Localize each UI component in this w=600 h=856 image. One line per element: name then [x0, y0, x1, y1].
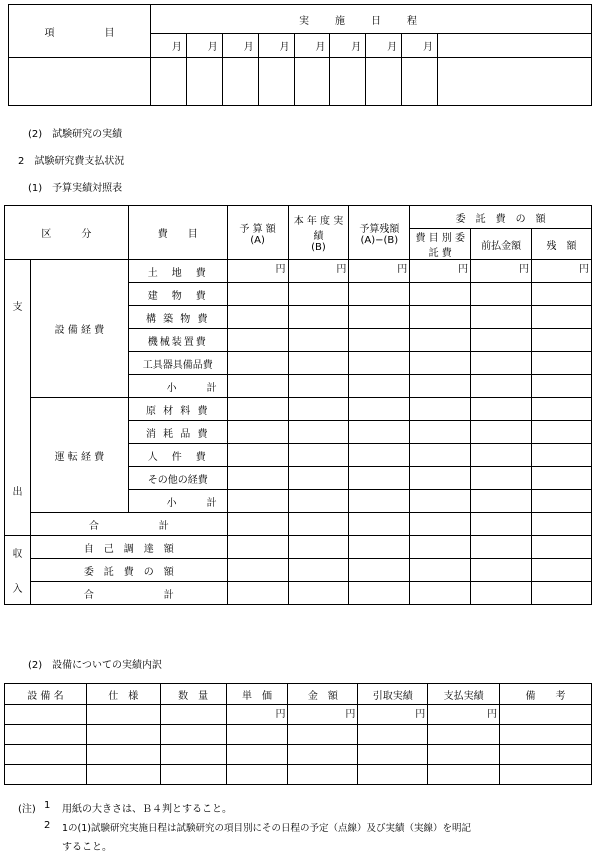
item-setsubi-subtotal: 小 計	[128, 375, 227, 398]
month-cell: 月	[222, 34, 258, 58]
shishutsu-bottom: 出	[12, 486, 23, 498]
shunyu-itaku: 委 託 費 の 額	[30, 559, 227, 582]
eq-header-remarks: 備 考	[500, 684, 592, 705]
header-zangaku-ab: (A)−(B)	[360, 234, 399, 246]
note-2-number: 2	[44, 820, 51, 831]
section-expense-status: 2 試験研究費支払状況	[18, 156, 125, 167]
eq-header-amount: 金 額	[288, 684, 358, 705]
eq-yen-unit: 円	[226, 705, 288, 725]
item-sonota: その他の経費	[128, 467, 227, 490]
yen-honnendo: 円	[288, 260, 349, 283]
schedule-cell	[186, 58, 222, 106]
header-zangaku	[349, 206, 410, 260]
schedule-item-label: 項 目	[44, 27, 115, 39]
schedule-cell	[151, 58, 187, 106]
header-honnendo-b: (B)	[311, 242, 326, 253]
schedule-impl-header	[151, 5, 592, 34]
section-research-results: (2) 試験研究の実績	[28, 129, 123, 140]
yen-zangaku: 円	[349, 260, 410, 283]
item-tochi: 土 地 費	[128, 260, 227, 283]
eq-yen-delivery: 円	[358, 705, 428, 725]
schedule-cell	[402, 58, 438, 106]
month-cell: 月	[294, 34, 330, 58]
month-cell: 月	[151, 34, 187, 58]
yen-yosan: 円	[227, 260, 288, 283]
eq-header-payment: 支払実績	[428, 684, 500, 705]
month-cell-blank	[438, 34, 592, 58]
schedule-cell	[438, 58, 592, 106]
item-tatemono: 建 物 費	[128, 283, 227, 306]
eq-header-qty: 数 量	[160, 684, 226, 705]
item-kougu: 工具器具備品費	[128, 352, 227, 375]
schedule-cell	[222, 58, 258, 106]
eq-header-spec: 仕 様	[86, 684, 160, 705]
shunyu-jiko: 自 己 調 達 額	[30, 536, 227, 559]
item-kouchiku: 構 築 物 費	[128, 306, 227, 329]
shunyu-label	[5, 536, 31, 605]
eq-yen-payment: 円	[428, 705, 500, 725]
schedule-cell	[9, 58, 151, 106]
equipment-table	[4, 683, 592, 785]
header-yosan-a: (A)	[250, 234, 265, 246]
header-honnendo-label: 本 年 度 実 績	[293, 216, 344, 242]
note-1-number: 1	[44, 800, 51, 811]
schedule-cell	[330, 58, 366, 106]
shunyu-bottom: 入	[12, 584, 23, 595]
schedule-cell	[258, 58, 294, 106]
setsubi-label: 設 備 経 費	[30, 260, 128, 398]
item-kikai: 機械装置費	[128, 329, 227, 352]
header-itaku: 委 託 費 の 額	[410, 206, 592, 229]
header-honnendo	[288, 206, 349, 260]
goukei-label: 合 計	[30, 513, 227, 536]
eq-header-delivery: 引取実績	[358, 684, 428, 705]
item-unten-subtotal: 小 計	[128, 490, 227, 513]
eq-header-name: 設 備 名	[5, 684, 87, 705]
schedule-impl-label: 実施日程	[299, 15, 443, 27]
month-cell: 月	[330, 34, 366, 58]
month-cell: 月	[366, 34, 402, 58]
schedule-cell	[366, 58, 402, 106]
budget-table	[4, 205, 592, 605]
header-kubun: 区 分	[5, 206, 129, 260]
note-2-text-continued: すること。	[62, 842, 112, 853]
item-genzairyou: 原 材 料 費	[128, 398, 227, 421]
note-1-text: 用紙の大きさは、Ｂ４判とすること。	[62, 804, 232, 815]
shunyu-top: 収	[12, 549, 23, 560]
header-yosan	[227, 206, 288, 260]
header-zangaku-label: 予算残額	[359, 223, 400, 235]
yen-hiyou: 円	[410, 260, 471, 283]
note-label: (注)	[18, 804, 36, 815]
header-yosan-label: 予 算 額	[239, 223, 276, 235]
schedule-cell	[294, 58, 330, 106]
unten-label: 運 転 経 費	[30, 398, 128, 513]
note-2-text: 1の(1)試験研究実施日程は試験研究の項目別にその日程の予定（点線）及び実績（実線）を明記	[62, 823, 472, 834]
header-maebarai: 前払金額	[471, 229, 532, 260]
shunyu-goukei: 合 計	[30, 582, 227, 605]
section-budget-comparison: (1) 予算実績対照表	[28, 183, 123, 194]
month-cell: 月	[258, 34, 294, 58]
shishutsu-top: 支	[12, 301, 23, 313]
eq-header-unit: 単 価	[226, 684, 288, 705]
header-hiyou: 費 目 別 委 託 費	[410, 229, 471, 260]
schedule-item-header	[9, 5, 151, 58]
month-cell: 月	[186, 34, 222, 58]
item-jinken: 人 件 費	[128, 444, 227, 467]
header-himoku: 費 目	[128, 206, 227, 260]
schedule-table	[8, 4, 592, 106]
eq-yen-amount: 円	[288, 705, 358, 725]
month-cell: 月	[402, 34, 438, 58]
shishutsu-label	[5, 260, 31, 536]
yen-maebarai: 円	[471, 260, 532, 283]
section-equipment-detail: (2) 設備についての実績内訳	[28, 660, 162, 671]
yen-zangaku2: 円	[532, 260, 592, 283]
item-shoumouhin: 消 耗 品 費	[128, 421, 227, 444]
header-zangaku2: 残 額	[532, 229, 592, 260]
